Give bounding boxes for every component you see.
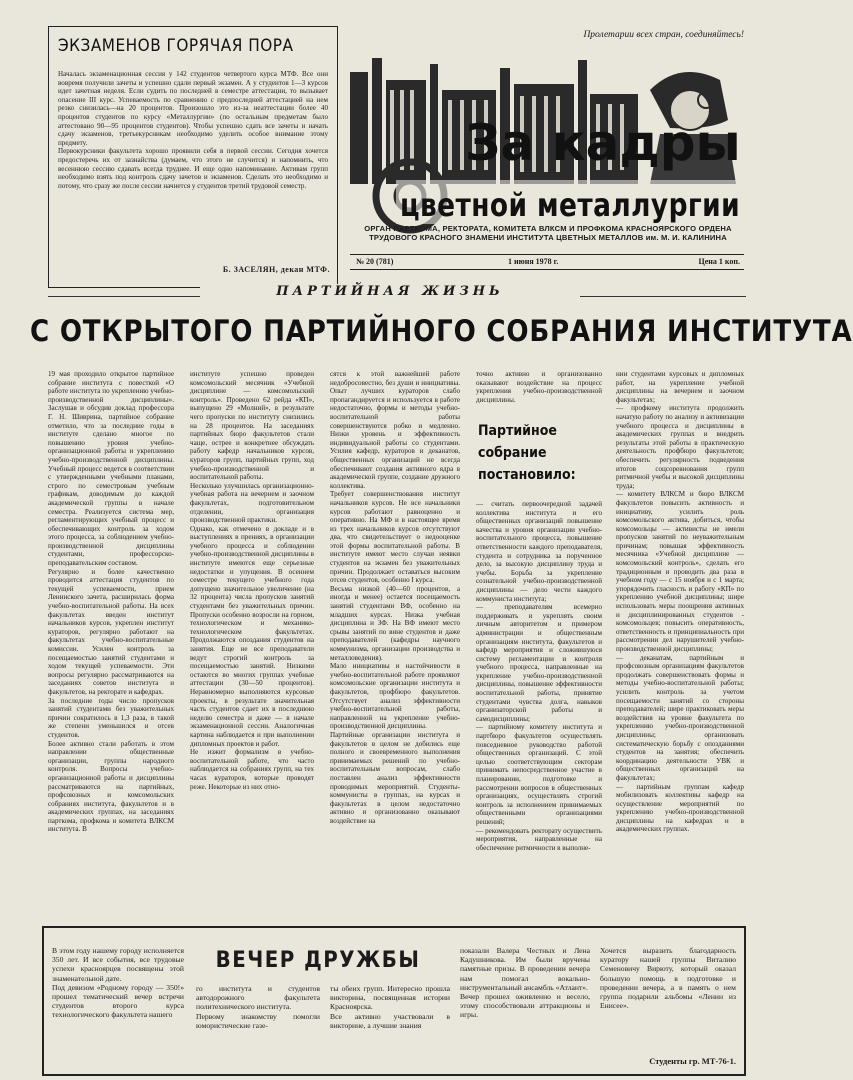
masthead-title-line1: За кадры <box>465 114 741 172</box>
article-column-4: — считать первоочередной задачей коллектива института и его общественных организаций повышение качества и уровня организации учебно-воспитательного процесса, повышение ответственности каждого преподавателя, студента и сотрудника за порученное дело, за высокую дисциплину труда и учебы. Борьба за укрепление сознательной учебно-производственной дисциплины — дело чести каждого коммуниста института; — преподавателям всемерно поддерживать и укреплять своим личным авторитетом и примером администрации и общественным организациям института, факультетов и кафедр мероприятия и сложившуюся систему регламентации и контроля учебного процесса, направленные на укрепление учебно-производственной дисциплины, повышение эффективности воспитательной работы, принятие студентами чувства долга, навыков организаторской работы и самодисциплины; — партийному комитету института и партбюро факультетов осуществлять повседневное руководство работой общественных организаций. С этой целью соответствующим секторам принимать непосредственное участие в планировании, подготовке и рассмотрении вопросов в общественных организациях, осуществлять строгий контроль за исполнением принимаемых общественными организациями решений; — рекомендовать ректорату осуществить мероприятия, направленные на обеспечение ритмичности в выполне- <box>476 500 602 852</box>
exam-article-signature: Б. ЗАСЕЛЯН, декан МТФ. <box>222 265 330 274</box>
article-column-4-lead: точно активно и организованно оказывают воздействие на процесс укрепления учебно-производственной дисциплины. <box>476 370 602 404</box>
evening-column-5: Хочется выразить благодарность куратору нашей группы Виталию Семеновичу Вирюту, который оказал большую помощь в подготовке и проведении вечера, а в память о нем группа подарили альбомы «Ленин из Енисее». <box>600 946 736 1011</box>
article-column-3: сятся к этой важнейшей работе недобросовестно, без души и инициативы. Опыт лучших кураторов слабо пропагандируется и используется в работе недостаточно, формы и методы учебно-воспитательной работы совершенствуются робко и медленно. Низки уровень и эффективность индивидуальной работы со студентами. Усилия кафедр, кураторов и деканатов, общественных организаций не всегда обеспечивают создания активного ядра в академической группе, создание дружного коллектива. Требует совершенствования институт начальников курсов. Не все начальники курсов работают равноценно и оперативно. На МФ и в настоящее время из трех начальников курсов отсутствуют два, что свидетельствует о недооценке этой формы воспитательной работы. В институте имеют место случаи неявки студентов на экзамен без уважительных причин. Продолжает оставаться высоким отсев студентов, особенно I курса. Весьма низкой (40—60 процентов, а иногда и менее) остается посещаемость занятий студентами ВФ, особенно на младших курсах. Низка учебная дисциплина и ЗФ. На ВФ имеют место срывы занятий по вине студентов и даже преподавателей (кафедры научного коммунизма, организации производства и металловедения). Мало инициативы и настойчивости в учебно-воспитательной работе проявляют комсомольские организации института и факультетов, профбюро факультетов. Отсутствует анализ эффективности учебно-воспитательной работы, направленной на укрепление учебно-производственной дисциплины. Партийные организации института и факультетов в целом не добились еще полного и своевременного выполнения принимаемых решений по учебно-воспитательным вопросам, слабо поставлен анализ эффективности проводимых мероприятий. Студенты-коммунисты в группах, на курсах и факультетах в целом недостаточно активно и организованно оказывают воздействие на <box>330 370 460 825</box>
evening-article-signature: Студенты гр. МТ-76-1. <box>649 1056 736 1066</box>
issue-price: Цена 1 коп. <box>698 257 740 266</box>
issue-date: 1 июня 1978 г. <box>508 257 559 266</box>
exam-article-text: Началась экзаменационная сессия у 142 студентов четвертого курса МТФ. Все они вовремя получили зачеты и успешно сдали первый экзамен. А у студентов 1—3 курсов идет зачетная неделя. Если судить по последней в семестре аттестации, то вызывает опасение III курс. Успеваемость по сравнению с предпоследней аттестацией на нем резко снизилась—на 20 процентов. Произошло это из-за неаттестации более 40 процентов студентов по курсу «Металлургии» (по остальным предметам было аттестовано 90—95 процентов студентов). Чтобы успешно сдать все зачеты и начать сдачу экзаменов, третьекурсникам необходимо уделить особое внимание этому предмету. Первокурсники факультета хорошо проявили себя в первой сессии. Сегодня хочется предостеречь их от зазнайства (думаем, что этого не случится) и напомнить, что весеннюю сессию сдавать всегда труднее. И еще одно напоминание. Активам групп необходимо взять под контроль сдачу зачетов и экзаменов. Сделать это необходимо и потому, что сразу же после сессии начнется у студентов третий трудовой семестр. <box>58 70 328 190</box>
masthead-info-bar <box>350 254 744 270</box>
evening-column-1: В этом году нашему городу исполняется 350 лет. И все события, все трудовые успехи красноярцев посвящены этой знаменательной дате. Под девизом «Родному городу — 350!» прошел тематический вечер встречи студентов второго курса технологического факультета нашего <box>52 946 184 1020</box>
evening-column-2: го института и студентов автодорожного факультета политехнического института. Первому знакомству помогли юмористические газе- <box>196 984 320 1030</box>
article-column-5: нии студентами курсовых и дипломных работ, на укрепление учебной дисциплины на вечернем и заочном факультетах; — профкому института продолжить начатую работу по анализу и активизации учебного процесса и дисциплины в академических группах и внедрить результаты этой работы в практическую деятельность профбюро факультетов; обеспечить регулярность подведения итогов соцсоревнования групп ритмичной учебы и высокой дисциплины труда; — комитету ВЛКСМ и бюро ВЛКСМ факультетов повысить активность и инициативу, усилить роль комсомольского актива, добиться, чтобы комсомольцы — активисты не имели пропусков занятий по неуважительным причинам; повышая эффективность месячника «Учебной дисциплине — комсомольский контроль», сделать его традиционным и проводить два раза в учебном году — с 15 ноября и с 1 марта; упорядочить гласность и работу «КП» по укреплению учебной дисциплины; шире использовать меры поощрения активных и дисциплинированных студентов - комсомольцев; повысить оперативность, ответственность и принципиальность при рассмотрении дел нарушителей учебно-производственной дисциплины; — деканатам, партийным и профсоюзным организациям факультетов продолжать совершенствовать формы и методы учебно-воспитательной работы; усилить контроль за учетом посещаемости занятий со стороны преподавателей; шире практиковать меры воздействия на уровне факультета по укреплению учебно-производственной дисциплины; организовать систематическую борьбу с опозданиями студентов на занятия; обеспечить координацию деятельности УВК и общественных организаций на факультетах; — партийным группам кафедр мобилизовать коллективы кафедр на осуществление мероприятий по укреплению учебно-производственной дисциплины на кафедрах и в академических группах. <box>616 370 744 834</box>
article-column-2: институте успешно проведен комсомольский месячник «Учебной дисциплине — комсомольский контроль». Проведено 62 рейда «КП», выпущено 29 «Молний», в результате чего пропуски по институту снизились на 28 процентов. На заседаниях партийных бюро факультетов стали чаще, острее и конкретнее обсуждать работу кафедр начальников курсов, кураторов групп, партийных групп, ход учебно-производственной и воспитательной работы. Несколько улучшилась организационно-учебная работа на вечернем и заочном факультетах, подготовительном отделении, организация производственной практики. Однако, как отмечено в докладе и в выступлениях в прениях, в организации учебного процесса и соблюдении учебно-производственной дисциплины в институте имеются еще серьезные недостатки и упущения. В осеннем семестре текущего учебного года допущено значительное увеличение (на 32 процента) числа пропусков занятий студентами без уважительных причин. Пропуски особенно возросли на горном, технологическом и механико-технологическом факультетах. Продолжаются опоздания студентов на занятия. Еще не все преподаватели ведут строгий контроль за посещаемостью занятий. Низкими остаются во многих группах учебные аттестации (30—50 процентов). Неравномерно выполняются курсовые проекты, в результате значительная часть студентов сдает их в последнюю неделю семестра и даже — в начале экзаменационной сессии. Аналогичная картина наблюдается и при выполнении дипломных проектов и работ. Не изжит формализм в учебно-воспитательной работе, что часто наблюдается на собраниях групп, на тех часах кураторов, которые проводят реже. Некоторые из них отно- <box>190 370 314 791</box>
evening-column-4: показали Валера Честных и Лена Кадушникова. Им были вручены памятные призы. В проведении вечера нам помогал вокально-инструментальный ансамбль «Атлант». Вечер прошел оживленно и весело, этому способствовали аттракционы и игры. <box>460 946 590 1020</box>
masthead-organ-line: ОРГАН ПАРТКОМА, РЕКТОРАТА, КОМИТЕТА ВЛКСМ И ПРОФКОМА КРАСНОЯРСКОГО ОРДЕНА ТРУДОВОГО КРАСНОГО ЗНАМЕНИ ИНСТИТУТА ЦВЕТНЫХ МЕТАЛЛОВ им. М. И. КАЛИНИНА <box>364 224 732 243</box>
article-column-1: 19 мая проходило открытое партийное собрание института с повесткой «О работе института по укреплению учебно-производственной дисциплины». Заслушав и обсудив доклад профессора Г. Н. Шиврина, партийное собрание отметило, что за последние годы в институте сделано многое по повышению уровня учебно-организационной работы и укреплению учебно-производственной дисциплины. Учебный процесс ведется в соответствии с утвержденными учебными планами, строго по семестровым учебным графикам, доводимым до каждой академической группы в начале семестра. Реализуется система мер, регламентирующих учебный процесс и обеспечивающих контроль за ходом этого процесса, за соблюдением учебно-производственной дисциплины студентами, профессорско-преподавательским составом. Регулярно и более качественно проводится аттестация студентов по текущей успеваемости, прием Ленинского зачета, расширилась форма учебно-воспитательной работы. На всех факультетах введен институт начальников курсов, укреплен институт кураторов, регулярно работают на факультетах учебно-воспитательные комиссии. Усилен контроль за посещаемостью занятий студентами и ходом текущей успеваемости. Эти вопросы регулярно рассматриваются на заседаниях советов института и факультетов, на ректорате и кафедрах. За последние годы число пропусков занятий студентами без уважительных причин сократилось в 1,3 раза, в такой же степени уменьшился и отсев студентов. Более активно стали работать в этом направлении общественные организации, группы народного контроля. Вопросы учебно-организационной работы и дисциплины рассматриваются на партийных, профсоюзных и комсомольских собраниях института, факультетов и в академических группах, на заседаниях парткома, профкома и комитета ВЛКСМ института. В <box>48 370 174 834</box>
issue-number: № 20 (781) <box>356 257 394 266</box>
main-headline: С ОТКРЫТОГО ПАРТИЙНОГО СОБРАНИЯ ИНСТИТУТА <box>30 314 853 348</box>
masthead-title-line2: цветной металлургии <box>400 186 740 224</box>
evening-article-title: ВЕЧЕР ДРУЖБЫ <box>215 948 421 973</box>
resolution-heading: Партийное собрание постановило: <box>478 423 576 483</box>
section-rubric: ПАРТИЙНАЯ ЖИЗНЬ <box>200 284 580 299</box>
evening-column-3: ты обеих групп. Интересно прошла викторина, посвященная истории Красноярска. Все активно участвовали в викторине, а лучшие знания <box>330 984 450 1030</box>
exam-article-title: ЭКЗАМЕНОВ ГОРЯЧАЯ ПОРА <box>58 36 294 56</box>
masthead-illustration <box>350 50 742 240</box>
masthead-motto: Пролетарии всех стран, соединяйтесь! <box>583 30 744 40</box>
